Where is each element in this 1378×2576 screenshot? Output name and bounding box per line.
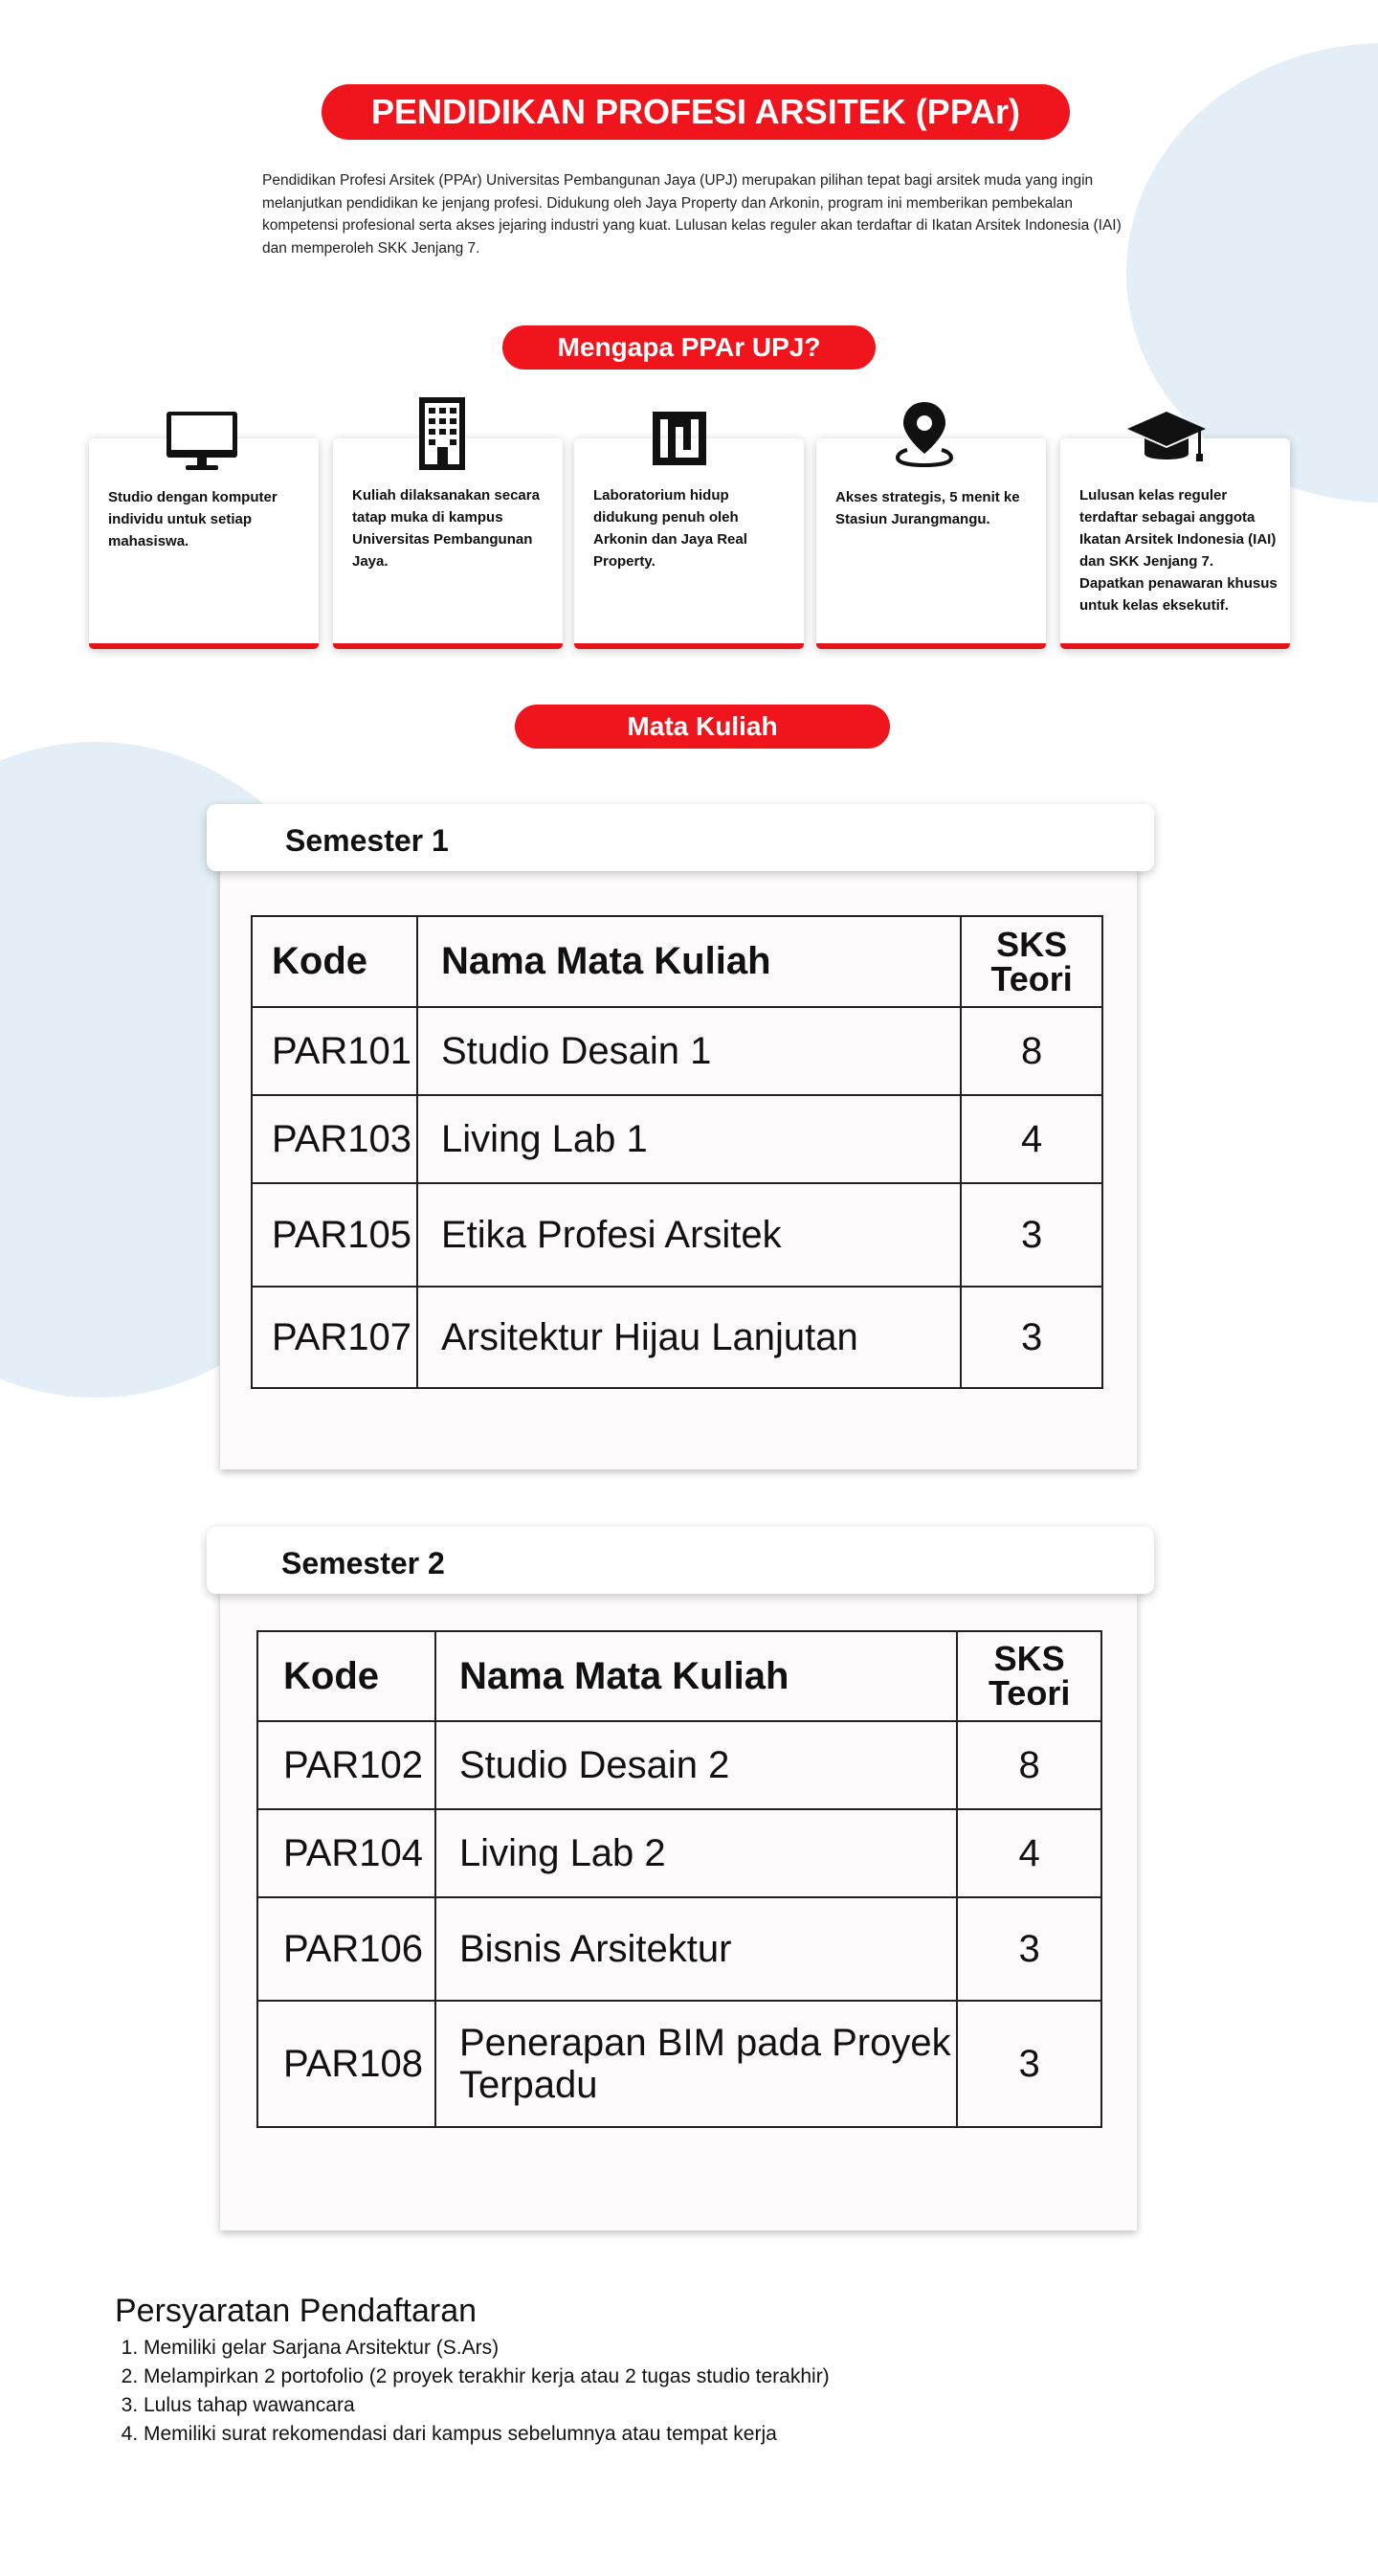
computer-monitor-icon [165,410,239,473]
feature-card-building [333,438,563,649]
course-sks: 8 [961,1007,1102,1095]
feature-card-text: Lulusan kelas reguler terdaftar sebagai anggota Ikatan Arsitek Indonesia (IAI) dan SKK Jenjang 7. Dapatkan penawaran khusus untuk kelas eksekutif. [1079,487,1278,614]
course-sks: 3 [961,1287,1102,1388]
course-sks: 3 [961,1183,1102,1287]
course-sks: 4 [961,1095,1102,1183]
course-name: Etika Profesi Arsitek [417,1183,961,1287]
building-icon [417,397,467,470]
table-header-row [252,916,1102,1007]
table-row [257,1809,1101,1897]
column-header-code: Kode [252,916,417,1007]
list-item: 2. Melampirkan 2 portofolio (2 proyek terakhir kerja atau 2 tugas studio terakhir) [144,2363,830,2391]
course-name: Bisnis Arsitektur [435,1897,957,2001]
table-row [252,1287,1102,1388]
requirements-title: Persyaratan Pendaftaran [115,2293,478,2329]
column-header-sks: SKS Teori [961,916,1102,1007]
feature-card-text: Akses strategis, 5 menit ke Stasiun Jurangmangu. [835,489,1020,527]
requirements-list [144,2334,830,2449]
list-item: 4. Memiliki surat rekomendasi dari kampus sebelumnya atau tempat kerja [144,2420,830,2449]
column-header-code: Kode [257,1631,435,1721]
table-row [257,2001,1101,2127]
semester-2-table [256,1630,1102,2128]
section-title-mata-kuliah: Mata Kuliah [515,705,890,749]
table-row [257,1897,1101,2001]
feature-card-graduation [1060,438,1290,649]
location-pin-icon [894,400,955,467]
course-sks: 3 [957,2001,1101,2127]
feature-card-text: Kuliah dilaksanakan secara tatap muka di kampus Universitas Pembangunan Jaya. [352,487,540,570]
course-code: PAR106 [257,1897,435,2001]
laboratory-logo-icon [653,412,706,465]
feature-card-laboratory [574,438,804,649]
table-row [257,1721,1101,1809]
requirements-section [115,2293,830,2449]
graduation-cap-icon [1125,410,1208,469]
course-sks: 8 [957,1721,1101,1809]
intro-paragraph: Pendidikan Profesi Arsitek (PPAr) Universitas Pembangunan Jaya (UPJ) merupakan pilihan tepat bagi arsitek muda yang ingin melanjutkan pendidikan ke jenjang profesi. Didukung oleh Jaya Property dan Arkonin, program ini memberikan pembekalan kompetensi profesional serta akses jejaring industri yang kuat. Lulusan kelas reguler akan terdaftar di Ikatan Arsitek Indonesia (IAI) dan memperoleh SKK Jenjang 7. [262,172,1122,257]
feature-card-text: Laboratorium hidup didukung penuh oleh Arkonin dan Jaya Real Property. [593,487,747,570]
course-sks: 3 [957,1897,1101,2001]
course-code: PAR108 [257,2001,435,2127]
table-header-row [257,1631,1101,1721]
course-name: Studio Desain 1 [417,1007,961,1095]
semester-2-header [207,1527,1154,1594]
page-title: PENDIDIKAN PROFESI ARSITEK (PPAr) [322,84,1070,140]
feature-card-text: Studio dengan komputer individu untuk setiap mahasiswa. [108,489,278,549]
course-sks: 4 [957,1809,1101,1897]
section-title-why: Mengapa PPAr UPJ? [502,325,876,370]
feature-card-location [816,438,1046,649]
course-code: PAR107 [252,1287,417,1388]
semester-1-table [251,915,1103,1389]
column-header-sks: SKS Teori [957,1631,1101,1721]
course-code: PAR104 [257,1809,435,1897]
table-row [252,1007,1102,1095]
course-name: Arsitektur Hijau Lanjutan [417,1287,961,1388]
semester-2-title: Semester 2 [281,1546,445,1580]
course-name: Studio Desain 2 [435,1721,957,1809]
column-header-name: Nama Mata Kuliah [435,1631,957,1721]
table-row [252,1095,1102,1183]
list-item: 3. Lulus tahap wawancara [144,2391,830,2420]
course-code: PAR101 [252,1007,417,1095]
column-header-name: Nama Mata Kuliah [417,916,961,1007]
course-code: PAR103 [252,1095,417,1183]
course-code: PAR105 [252,1183,417,1287]
semester-1-header [207,804,1154,871]
list-item: 1. Memiliki gelar Sarjana Arsitektur (S.Ars) [144,2334,830,2363]
semester-1-title: Semester 1 [285,823,449,858]
course-name: Living Lab 1 [417,1095,961,1183]
course-code: PAR102 [257,1721,435,1809]
course-name: Living Lab 2 [435,1809,957,1897]
table-row [252,1183,1102,1287]
course-name: Penerapan BIM pada Proyek Terpadu [435,2001,957,2127]
